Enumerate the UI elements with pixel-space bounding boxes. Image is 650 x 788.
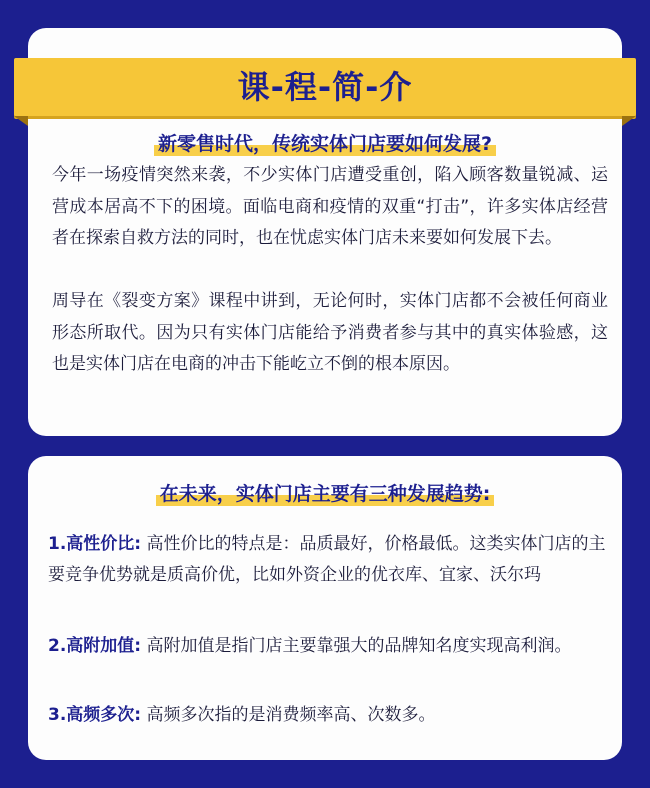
trends-card	[28, 456, 622, 760]
trend-label-2: 2.高附加值:	[48, 636, 142, 656]
intro-card	[28, 28, 622, 436]
trend-label-3: 3.高频多次:	[48, 705, 142, 725]
intro-subheading-text: 新零售时代，传统实体门店要如何发展?	[154, 132, 496, 156]
trend-text-2: 高附加值是指门店主要靠强大的品牌知名度实现高利润。	[146, 636, 572, 656]
trend-item-1	[48, 529, 608, 591]
page-title: 课-程-简-介	[237, 68, 413, 106]
intro-subheading	[28, 132, 622, 156]
trend-item-3	[48, 700, 608, 731]
intro-paragraph-2: 周导在《裂变方案》课程中讲到，无论何时，实体门店都不会被任何商业形态所取代。因为只有实体门店能给予消费者参与其中的真实体验感，这也是实体门店在电商的冲击下能屹立不倒的根本原因。	[52, 291, 608, 374]
title-banner	[14, 58, 636, 116]
trend-text-1: 高性价比的特点是：品质最好，价格最低。这类实体门店的主要竞争优势就是质高价优，比如外资企业的优衣库、宜家、沃尔玛	[48, 534, 606, 585]
trends-heading	[28, 482, 622, 506]
intro-paragraph-1: 今年一场疫情突然来袭，不少实体门店遭受重创，陷入顾客数量锐减、运营成本居高不下的困境。面临电商和疫情的双重“打击”，许多实体店经营者在探索自救方法的同时，也在忧虑实体门店未来要如何发展下去。	[52, 165, 608, 248]
trends-heading-text: 在未来，实体门店主要有三种发展趋势:	[156, 482, 495, 506]
trend-text-3: 高频多次指的是消费频率高、次数多。	[146, 705, 436, 725]
trend-item-2	[48, 631, 608, 662]
trend-label-1: 1.高性价比:	[48, 534, 142, 554]
